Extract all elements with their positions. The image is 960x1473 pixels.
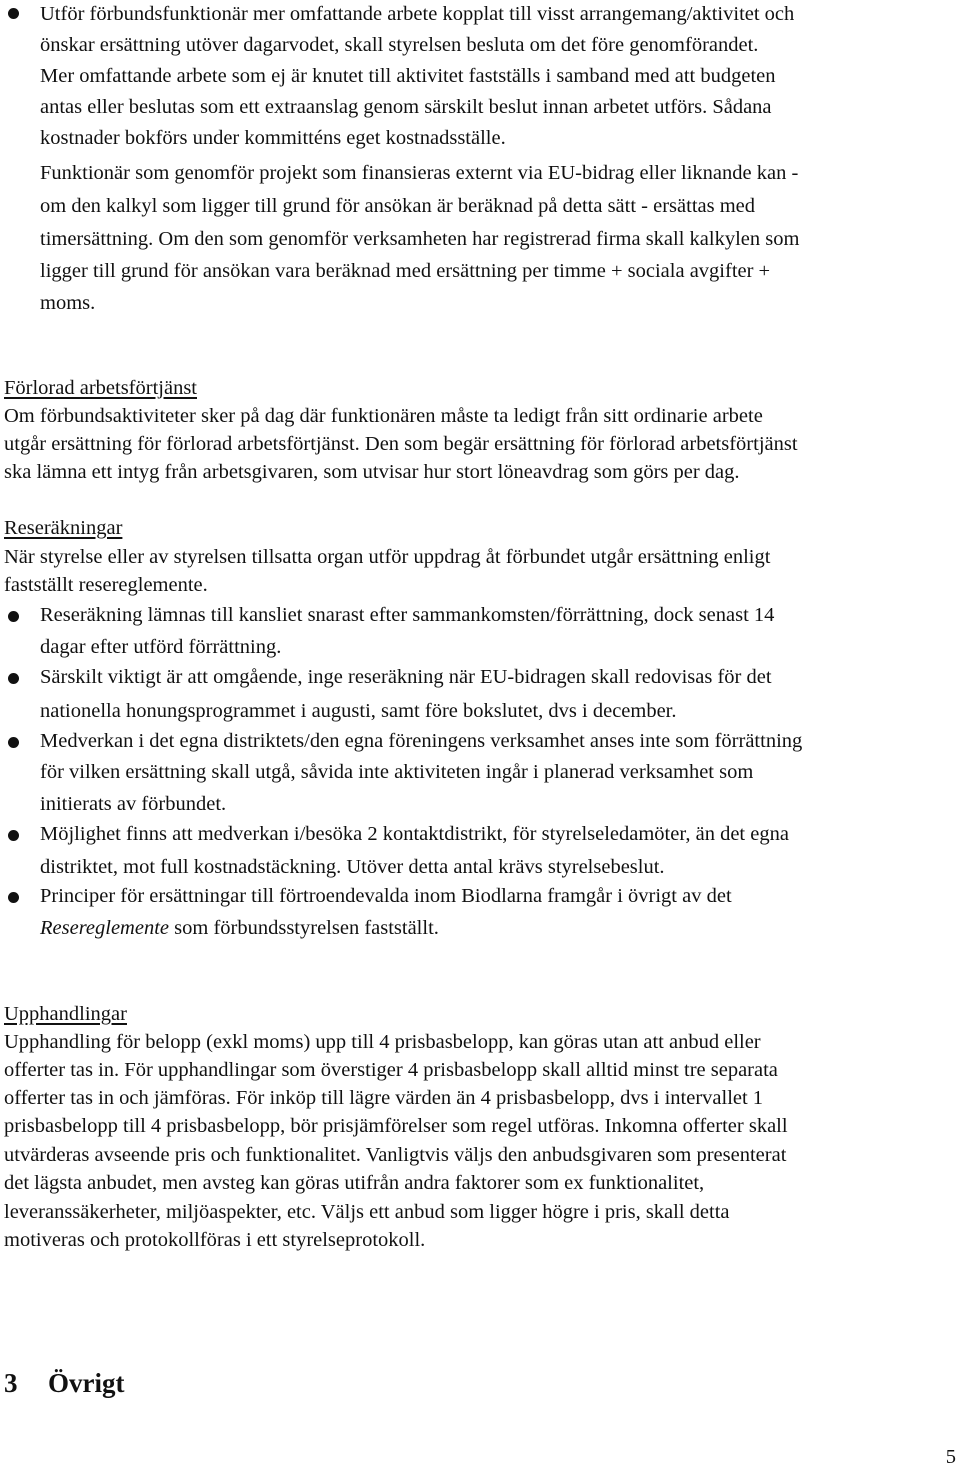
paragraph-line: det lägsta anbudet, men avsteg kan göras utifrån andra faktorer som ex funktionalitet, bbox=[4, 1172, 705, 1194]
paragraph-line: antas eller beslutas som ett extraanslag genom särskilt beslut innan arbetet utförs. Sådana bbox=[40, 96, 772, 118]
paragraph-line: ska lämna ett intyg från arbetsgivaren, som utvisar hur stort löneavdrag som görs per dag. bbox=[4, 461, 740, 483]
section-heading: Reseräkningar bbox=[4, 517, 123, 539]
section-heading: Upphandlingar bbox=[4, 1003, 127, 1025]
paragraph-line: fastställt resereglemente. bbox=[4, 574, 208, 596]
paragraph-line: prisbasbelopp till 4 prisbasbelopp, bör prisjämförelser som regel utföras. Inkomna offerter skall bbox=[4, 1115, 788, 1137]
list-item-line: dagar efter utförd förrättning. bbox=[40, 636, 282, 658]
page-number: 5 bbox=[945, 1446, 956, 1468]
paragraph-line: ligger till grund för ansökan vara beräknad med ersättning per timme + sociala avgifter + bbox=[40, 260, 771, 282]
paragraph-line: utvärderas avseende pris och funktionalitet. Vanligtvis väljs den anbudsgivaren som presenterat bbox=[4, 1144, 787, 1166]
section-number: 3 bbox=[4, 1368, 18, 1398]
list-item-line: Principer för ersättningar till förtroendevalda inom Biodlarna framgår i övrigt av det bbox=[40, 885, 732, 907]
list-item-line: nationella honungsprogrammet i augusti, samt före bokslutet, dvs i december. bbox=[40, 700, 677, 722]
paragraph-line: När styrelse eller av styrelsen tillsatta organ utför uppdrag åt förbundet utgår ersättning enligt bbox=[4, 546, 771, 568]
list-item-line: initierats av förbundet. bbox=[40, 793, 227, 815]
bullet-icon bbox=[8, 673, 19, 684]
list-item-line: distriktet, mot full kostnadstäckning. Utöver detta antal krävs styrelsebeslut. bbox=[40, 856, 665, 878]
paragraph-line: om den kalkyl som ligger till grund för ansökan är beräknad på detta sätt - ersättas med bbox=[40, 195, 756, 217]
bullet-icon bbox=[8, 737, 19, 748]
paragraph-line: utgår ersättning för förlorad arbetsförtjänst. Den som begär ersättning för förlorad arbetsförtjänst bbox=[4, 433, 798, 455]
list-item-line: Medverkan i det egna distriktets/den egna föreningens verksamhet anses inte som förrättning bbox=[40, 730, 803, 752]
document-reference: Resereglemente bbox=[40, 917, 170, 939]
list-item-line: Reseräkning lämnas till kansliet snarast efter sammankomsten/förrättning, dock senast 14 bbox=[40, 604, 775, 626]
list-item-tail: som förbundsstyrelsen fastställt. bbox=[169, 917, 439, 939]
section-title-text: Övrigt bbox=[48, 1368, 125, 1398]
bullet-icon bbox=[8, 611, 19, 622]
paragraph-line: Funktionär som genomför projekt som finansieras externt via EU-bidrag eller liknande kan - bbox=[40, 162, 799, 184]
bullet-icon bbox=[8, 8, 19, 19]
paragraph-line: kostnader bokförs under kommitténs eget kostnadsställe. bbox=[40, 127, 506, 149]
paragraph-line: Upphandling för belopp (exkl moms) upp till 4 prisbasbelopp, kan göras utan att anbud eller bbox=[4, 1031, 761, 1053]
paragraph-line: Mer omfattande arbete som ej är knutet till aktivitet fastställs i samband med att budgeten bbox=[40, 65, 776, 87]
section-title bbox=[4, 1368, 124, 1399]
section-heading: Förlorad arbetsförtjänst bbox=[4, 377, 197, 399]
list-item-line: för vilken ersättning skall utgå, såvida inte aktiviteten ingår i planerad verksamhet som bbox=[40, 761, 754, 783]
list-item-line: Möjlighet finns att medverkan i/besöka 2 kontaktdistrikt, för styrelseledamöter, än det egna bbox=[40, 823, 789, 845]
paragraph-line: moms. bbox=[40, 292, 96, 314]
paragraph-line: motiveras och protokollföras i ett styrelseprotokoll. bbox=[4, 1229, 426, 1251]
paragraph-line: önskar ersättning utöver dagarvodet, skall styrelsen besluta om det före genomförandet. bbox=[40, 34, 759, 56]
bullet-icon bbox=[8, 830, 19, 841]
paragraph-line: Utför förbundsfunktionär mer omfattande arbete kopplat till visst arrangemang/aktivitet och bbox=[40, 3, 795, 25]
paragraph-line: leveranssäkerheter, miljöaspekter, etc. Väljs ett anbud som ligger högre i pris, skall detta bbox=[4, 1201, 730, 1223]
list-item-line bbox=[40, 918, 439, 939]
paragraph-line: Om förbundsaktiviteter sker på dag där funktionären måste ta ledigt från sitt ordinarie arbete bbox=[4, 405, 763, 427]
paragraph-line: timersättning. Om den som genomför verksamheten har registrerad firma skall kalkylen som bbox=[40, 228, 800, 250]
paragraph-line: offerter tas in och jämföras. För inköp till lägre värden än 4 prisbasbelopp, dvs i intervallet 1 bbox=[4, 1087, 764, 1109]
bullet-icon bbox=[8, 892, 19, 903]
paragraph-line: offerter tas in. För upphandlingar som överstiger 4 prisbasbelopp skall alltid minst tre separata bbox=[4, 1059, 778, 1081]
list-item-line: Särskilt viktigt är att omgående, inge reseräkning när EU-bidragen skall redovisas för det bbox=[40, 666, 772, 688]
